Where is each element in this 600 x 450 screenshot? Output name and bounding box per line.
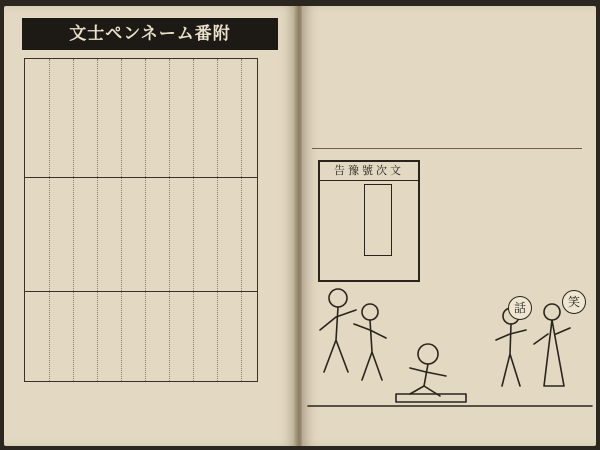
body-column xyxy=(460,22,470,142)
figure-head xyxy=(329,289,347,307)
figure-head xyxy=(418,344,438,364)
roster-column xyxy=(55,65,64,173)
roster-column xyxy=(187,183,196,287)
column-rule xyxy=(121,59,122,381)
body-column xyxy=(532,22,542,142)
roster-column xyxy=(79,65,88,173)
ranking-table xyxy=(24,58,258,382)
figure-head xyxy=(362,304,378,320)
roster-column xyxy=(235,297,244,375)
roster-column xyxy=(127,65,136,173)
body-column xyxy=(400,22,410,142)
notice-text xyxy=(394,186,402,272)
notice-text xyxy=(334,186,342,272)
speech-bubble: 笑 xyxy=(562,290,586,314)
figure-body xyxy=(534,320,570,386)
body-column xyxy=(556,160,566,280)
figure-body xyxy=(496,324,526,386)
roster-column xyxy=(199,65,208,173)
notice-header-kanji: 文 xyxy=(390,164,404,177)
body-column xyxy=(544,22,554,142)
figure-body xyxy=(410,364,446,396)
body-column xyxy=(448,22,458,142)
body-column xyxy=(364,22,374,142)
body-column xyxy=(328,22,338,142)
featured-title-box xyxy=(364,184,392,256)
banner-title: 文士ペンネーム番附 xyxy=(69,24,231,44)
roster-column xyxy=(247,65,256,173)
body-column xyxy=(568,22,578,142)
figure-body xyxy=(320,307,356,372)
table-divider xyxy=(25,177,257,178)
body-column xyxy=(444,160,454,280)
body-column xyxy=(532,160,542,280)
roster-column xyxy=(91,183,100,287)
body-column xyxy=(340,22,350,142)
roster-column xyxy=(33,65,42,173)
section-rule xyxy=(312,148,582,149)
body-column xyxy=(484,22,494,142)
body-column xyxy=(376,22,386,142)
roster-column xyxy=(139,183,148,287)
body-column xyxy=(568,160,578,280)
figure-body xyxy=(354,320,386,380)
side-note xyxy=(12,120,21,230)
roster-column xyxy=(103,65,112,173)
body-column xyxy=(496,22,506,142)
roster-column xyxy=(235,65,244,173)
roster-column xyxy=(43,297,52,375)
roster-column xyxy=(151,65,160,173)
column-rule xyxy=(169,59,170,381)
roster-column xyxy=(139,297,148,375)
editor-credit xyxy=(36,372,46,434)
roster-column xyxy=(203,297,212,375)
body-column xyxy=(436,22,446,142)
roster-column xyxy=(107,297,116,375)
figure-head xyxy=(544,304,560,320)
notice-text xyxy=(348,186,356,272)
desk xyxy=(396,394,466,402)
body-column xyxy=(412,22,422,142)
table-divider xyxy=(25,291,257,292)
body-column xyxy=(456,160,466,280)
roster-column xyxy=(175,65,184,173)
body-column xyxy=(556,22,566,142)
body-column xyxy=(388,22,398,142)
body-column xyxy=(544,160,554,280)
body-column xyxy=(508,22,518,142)
notice-header-label xyxy=(320,164,418,178)
speech-bubble: 話 xyxy=(508,296,532,320)
body-column xyxy=(316,22,326,142)
ranking-banner xyxy=(22,18,278,50)
body-column xyxy=(468,160,478,280)
notice-text xyxy=(404,186,412,272)
column-rule xyxy=(73,59,74,381)
body-column xyxy=(472,22,482,142)
column-rule xyxy=(217,59,218,381)
body-column xyxy=(424,22,434,142)
notice-header xyxy=(320,162,418,181)
next-issue-notice xyxy=(318,160,420,282)
comic-illustration xyxy=(306,282,594,412)
body-column xyxy=(352,22,362,142)
body-column xyxy=(432,160,442,280)
notice-header-text: 告豫號次 xyxy=(334,164,390,177)
roster-column xyxy=(223,65,232,173)
body-column xyxy=(520,22,530,142)
roster-column xyxy=(171,297,180,375)
roster-column xyxy=(75,297,84,375)
roster-column xyxy=(235,183,244,287)
roster-column xyxy=(43,183,52,287)
